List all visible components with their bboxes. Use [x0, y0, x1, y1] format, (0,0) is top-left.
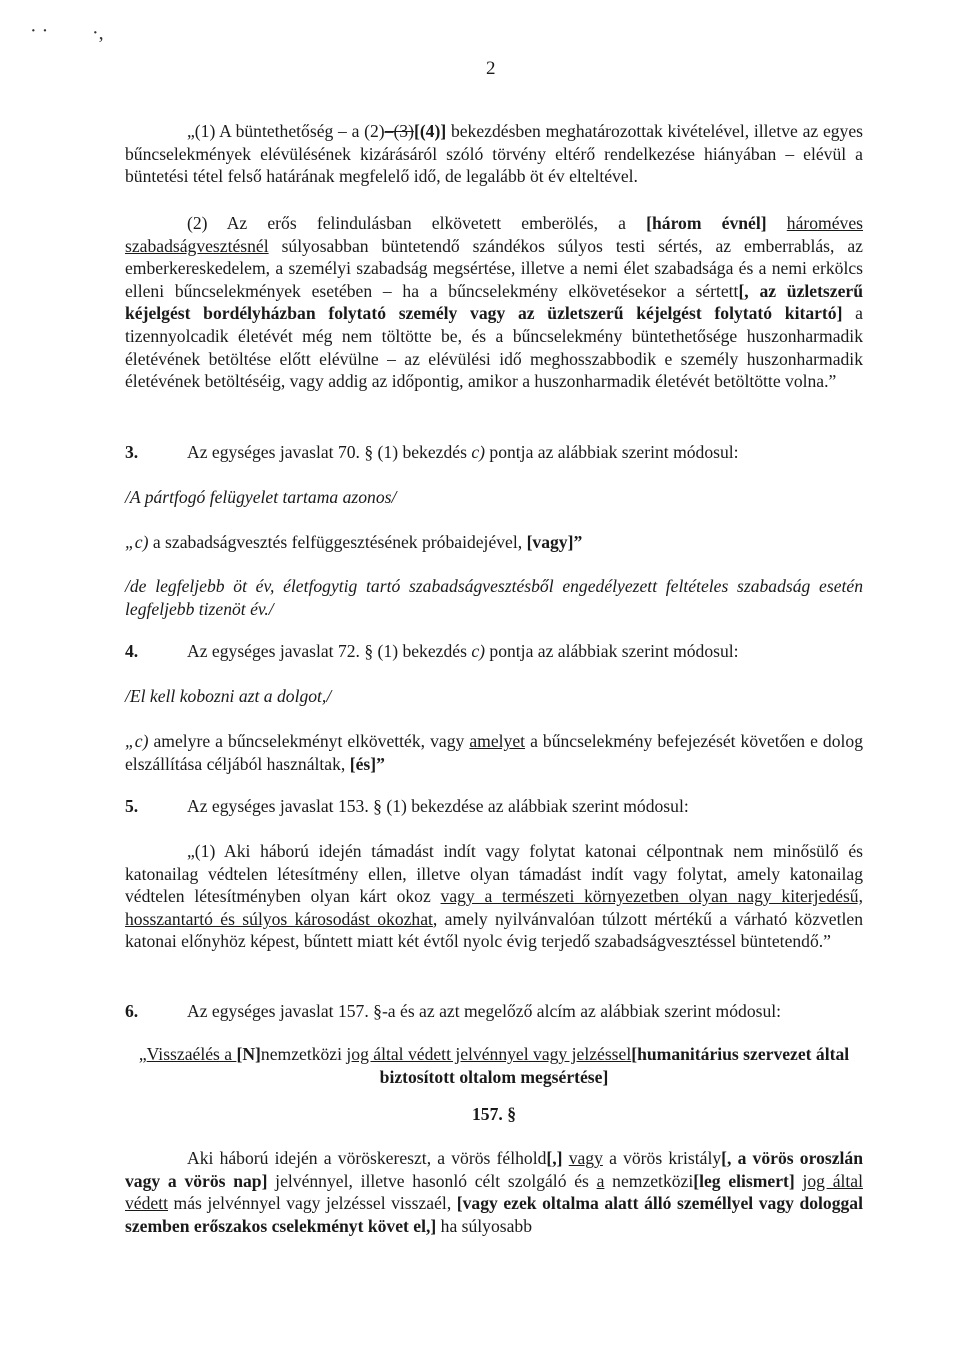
item-3-number: 3. [125, 442, 139, 462]
item-6-body-5: nemzetközi [604, 1170, 694, 1191]
item-3-text-1: Az egységes javaslat 70. § (1) bekezdés [187, 442, 472, 462]
paragraph-2 [125, 212, 863, 393]
item-6-section-text: 157. § [472, 1104, 516, 1124]
scan-artifact-right: ·, [92, 22, 104, 44]
item-6-body-bold-3: [leg elismert] [693, 1170, 795, 1191]
item-5-number: 5. [125, 796, 139, 816]
item-5-underline: vagy a természeti környezetben olyan nagy kiterjedésű, hosszantartó és súlyos károsodást okozhat [125, 886, 864, 929]
paragraph-1 [125, 120, 863, 188]
item-6-title-underline-1: Visszaélés a [146, 1044, 237, 1064]
item-6-title-text-2: nemzetközi [260, 1044, 347, 1064]
item-6-title-quote: „ [138, 1044, 147, 1064]
page-number: 2 [486, 58, 496, 79]
item-6-body-4: jelvénnyel, illetve hasonló célt szolgáló és [267, 1170, 597, 1191]
item-6-section-number [125, 1103, 863, 1126]
item-4-quote-bold: [és]” [349, 753, 385, 774]
item-4-quote-italic: „c) [125, 731, 149, 751]
para1-bold: [(4)] [413, 121, 447, 141]
item-3-text [187, 441, 739, 464]
para2-text-1: (2) Az erős felindulásban elkövetett emberölés, a [187, 213, 647, 233]
item-3-text-2: pontja az alábbiak szerint módosul: [485, 442, 739, 462]
item-6-title-underline-2: jog által védett jelvénnyel vagy jelzéssel [346, 1044, 632, 1064]
item-6-body-3: a vörös kristály [602, 1148, 722, 1168]
item-6-body-6 [795, 1171, 803, 1191]
item-4-text-2: pontja az alábbiak szerint módosul: [485, 641, 739, 661]
para2-text-4: a tizennyolcadik életévét még nem töltötte be, és a bűncselekmény büntethetősége huszonharmadik életévének betöltése előtt elévülne – az elévülési idő meghosszabbodik e személy huszonharmadik életévének betöltéséig, vagy addig az időpontig, amikor a huszonharmadik életévét betöltötte volna.” [125, 303, 863, 392]
item-3-header [125, 441, 863, 464]
item-4-heading-text: /El kell kobozni azt a dolgot,/ [125, 686, 332, 706]
item-6-body-underline-1: vagy [568, 1148, 603, 1168]
item-6-number: 6. [125, 1001, 139, 1021]
item-5-text: Az egységes javaslat 153. § (1) bekezdése az alábbiak szerint módosul: [187, 796, 689, 816]
para1-open: „(1) A büntethetőség – a (2) [187, 121, 385, 141]
item-4-quote-text-2: a bűncselekmény befejezését követően e dolog elszállítása céljából használtak, [125, 731, 863, 774]
item-6-body [125, 1147, 863, 1237]
item-6-title-bold-1: [N] [236, 1044, 261, 1064]
item-6-body-bold-1: [,] [546, 1148, 563, 1168]
item-6-body-bold-4: [vagy ezek oltalma alatt álló személlyel vagy dologgal szemben erőszakos cselekményt követ el,] [125, 1193, 863, 1236]
scan-artifact-left: · · [30, 20, 49, 42]
item-4-quote [125, 730, 863, 775]
item-5-header [125, 795, 863, 818]
item-4-italic: c) [471, 641, 485, 661]
item-3-heading [125, 486, 863, 509]
item-4-quote-underline: amelyet [469, 731, 526, 751]
item-3-tail [125, 575, 863, 620]
item-4-quote-text-1: amelyre a bűncselekményt elkövették, vagy [148, 731, 470, 751]
item-4-text [187, 640, 739, 663]
para2-deleted-2: [, az üzletszerű kéjelgést bordélyházban folytató személy vagy az üzletszerű kéjelgést folytató kitartó] [125, 280, 863, 324]
item-6-subtitle [125, 1043, 863, 1088]
item-6-text: Az egységes javaslat 157. §-a és az azt megelőző alcím az alábbiak szerint módosul: [187, 1001, 782, 1021]
item-5-text-1: „(1) Aki háború idején támadást indít vagy folytat katonai célpontnak nem minősülő és katonailag védtelen létesítmény ellen, illetve olyan támadást indít vagy folytat, amely katonailag védtelen létesítményben olyan kárt okoz [125, 841, 863, 907]
item-3-heading-text: /A pártfogó felügyelet tartama azonos/ [125, 487, 397, 507]
para2-inserted-1: hároméves szabadságvesztésnél [125, 213, 863, 256]
item-6-body-bold-2: [, a vörös oroszlán vagy a vörös nap] [125, 1148, 864, 1191]
para2-deleted-1: [három évnél] [646, 213, 767, 233]
item-3-quote [125, 531, 863, 554]
item-3-italic: c) [471, 442, 485, 462]
item-3-quote-bold: [vagy]” [526, 532, 583, 552]
para1-rest: bekezdésben meghatározottak kivételével, illetve az egyes bűncselekmények elévülésének kizárásáról szóló törvény eltérő rendelkezése hiányában – elévül a büntetési tétel felső határának megfelelő idő, de legalább öt év elteltével. [125, 121, 863, 187]
item-6-title-bold-2: [humanitárius szervezet által biztosított oltalom megsértése] [379, 1044, 850, 1087]
para2-text-3: súlyosabban büntetendő szándékos súlyos testi sértés, az emberrablás, az emberkereskedelem, a személyi szabadság megsértése, illetve a nemi élet szabadsága és a nemi erkölcs elleni bűncselekmények esetében – ha a bűncselekmény elkövetésekor a sértett [125, 235, 863, 301]
item-6-body-underline-2: a [596, 1170, 605, 1191]
item-6-header [125, 1000, 863, 1023]
item-6-body-8: ha súlyosabb [436, 1215, 533, 1236]
item-3-quote-text: a szabadságvesztés felfüggesztésének próbaidejével, [148, 532, 527, 552]
para2-text-2 [767, 213, 787, 233]
item-6-body-underline-3: jog által védett [125, 1170, 863, 1214]
item-4-number: 4. [125, 641, 139, 661]
para1-struck: –(3) [384, 121, 414, 141]
item-4-header [125, 640, 863, 663]
item-6-body-1: Aki háború idején a vöröskereszt, a vörös félhold [187, 1148, 547, 1168]
item-3-tail-text: /de legfeljebb öt év, életfogytig tartó szabadságvesztésből engedélyezett feltételes szabadság esetén legfeljebb tizenöt év./ [125, 576, 863, 619]
item-5-text-2: , amely nyilvánvalóan túlzott mértékű a várható közvetlen katonai előnyhöz képest, bűntett miatt két évtől nyolc évig terjedő szabadságvesztéssel büntetendő.” [125, 908, 863, 952]
item-4-heading [125, 685, 863, 708]
item-3-quote-italic: „c) [125, 532, 149, 552]
item-5-paragraph [125, 840, 863, 953]
item-4-text-1: Az egységes javaslat 72. § (1) bekezdés [187, 641, 472, 661]
item-6-body-7: más jelvénnyel vagy jelzéssel visszaél, [168, 1193, 457, 1214]
